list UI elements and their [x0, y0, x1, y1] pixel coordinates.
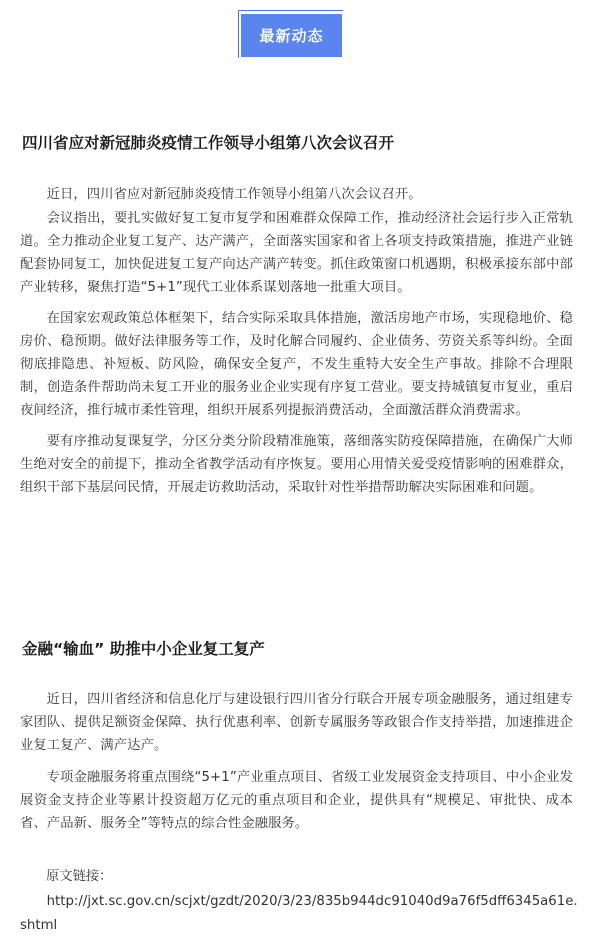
article-1-paragraph-2: 会议指出，要扎实做好复工复市复学和困难群众保障工作，推动经济社会运行步入正常轨道。全力推动企业复工复产、达产满产，全面落实国家和省上各项支持政策措施，推进产业链配套协同复工，加快促进复工复产向达产满产转变。抓住政策窗口机遇期，积极承接东部中部产业转移，聚焦打造“5+1”现代工业体系谋划落地一批重大项目。 — [20, 211, 573, 296]
article-1-paragraph-3: 在国家宏观政策总体框架下，结合实际采取具体措施，激活房地产市场，实现稳地价、稳房价、稳预期。做好法律服务等工作，及时化解合同履约、企业债务、劳资关系等纠纷。全面彻底排隐患、补短板、防风险，确保安全复产，不发生重特大安全生产事故。排除不合理限制，创造条件帮助尚未复工开业的服务业企业实现有序复工营业。要支持城镇复市复业，重启夜间经济，推行城市柔性管理，组织开展系列提振消费活动，全面激活群众消费需求。 — [20, 311, 573, 419]
source-link[interactable]: http://jxt.sc.gov.cn/scjxt/gzdt/2020/3/23/835b944dc91040d9a76f5dff6345a61e.shtml — [20, 894, 578, 933]
source-link-label: 原文链接： — [46, 869, 113, 884]
article-2-paragraph-2: 专项金融服务将重点围绕“5+1”产业重点项目、省级工业发展资金支持项目、中小企业发展资金支持企业等累计投资超万亿元的重点项目和企业，提供具有“规模足、审批快、成本省、产品新、服务全”等特点的综合性金融服务。 — [20, 770, 573, 832]
article-1-paragraph-4: 要有序推动复课复学，分区分类分阶段精准施策，落细落实防疫保障措施，在确保广大师生绝对安全的前提下，推动全省教学活动有序恢复。要用心用情关爱受疫情影响的困难群众，组织干部下基层问民情，开展走访救助活动，采取针对性举措帮助解决实际困难和问题。 — [20, 434, 573, 496]
article-1-paragraph-1: 近日，四川省应对新冠肺炎疫情工作领导小组第八次会议召开。 — [46, 187, 422, 202]
article-2-title: 金融“输血” 助推中小企业复工复产 — [22, 640, 265, 658]
banner-label: 最新动态 — [241, 14, 342, 57]
section-banner — [238, 10, 343, 58]
article-2-paragraph-1: 近日，四川省经济和信息化厅与建设银行四川省分行联合开展专项金融服务，通过组建专家团队、提供足额资金保障、执行优惠利率、创新专属服务等政银合作支持举措，加速推进企业复工复产、满产达产。 — [20, 692, 573, 754]
article-1-title: 四川省应对新冠肺炎疫情工作领导小组第八次会议召开 — [22, 134, 395, 152]
